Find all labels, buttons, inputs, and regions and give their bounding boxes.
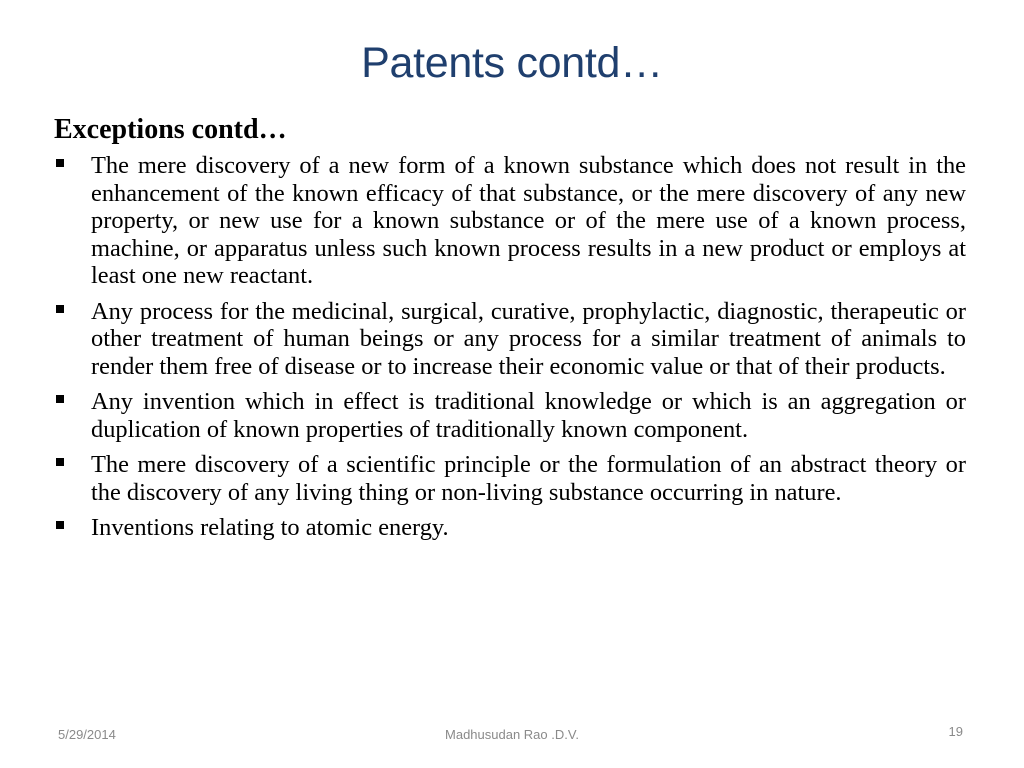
bullet-item bbox=[54, 514, 966, 542]
square-bullet-icon bbox=[56, 458, 64, 466]
square-bullet-icon bbox=[56, 521, 64, 529]
bullet-item bbox=[54, 298, 966, 381]
bullet-list bbox=[54, 152, 966, 550]
bullet-text: The mere discovery of a scientific principle or the formulation of an abstract theory or the discovery of any living thing or non-living substance occurring in nature. bbox=[91, 451, 966, 506]
slide-number: 19 bbox=[948, 724, 963, 739]
square-bullet-icon bbox=[56, 395, 64, 403]
bullet-text: Any process for the medicinal, surgical, curative, prophylactic, diagnostic, therapeutic or other treatment of human beings or any process for a similar treatment of animals to render them free of disease or to increase their economic value or that of their products. bbox=[91, 297, 966, 380]
bullet-item bbox=[54, 152, 966, 290]
footer-author: Madhusudan Rao .D.V. bbox=[445, 727, 579, 742]
bullet-text: Any invention which in effect is traditional knowledge or which is an aggregation or duplication of known properties of traditionally known component. bbox=[91, 388, 966, 443]
subheading: Exceptions contd… bbox=[54, 114, 287, 145]
footer-date: 5/29/2014 bbox=[58, 727, 116, 742]
bullet-item bbox=[54, 451, 966, 506]
bullet-text: Inventions relating to atomic energy. bbox=[91, 514, 449, 541]
bullet-text: The mere discovery of a new form of a known substance which does not result in the enhancement of the known efficacy of that substance, or the mere discovery of any new property, or new use for a known substance or of the mere use of a known process, machine, or apparatus unless such known process results in a new product or employs at least one new reactant. bbox=[91, 152, 966, 289]
slide-title: Patents contd… bbox=[361, 39, 663, 87]
square-bullet-icon bbox=[56, 305, 64, 313]
square-bullet-icon bbox=[56, 159, 64, 167]
bullet-item bbox=[54, 388, 966, 443]
